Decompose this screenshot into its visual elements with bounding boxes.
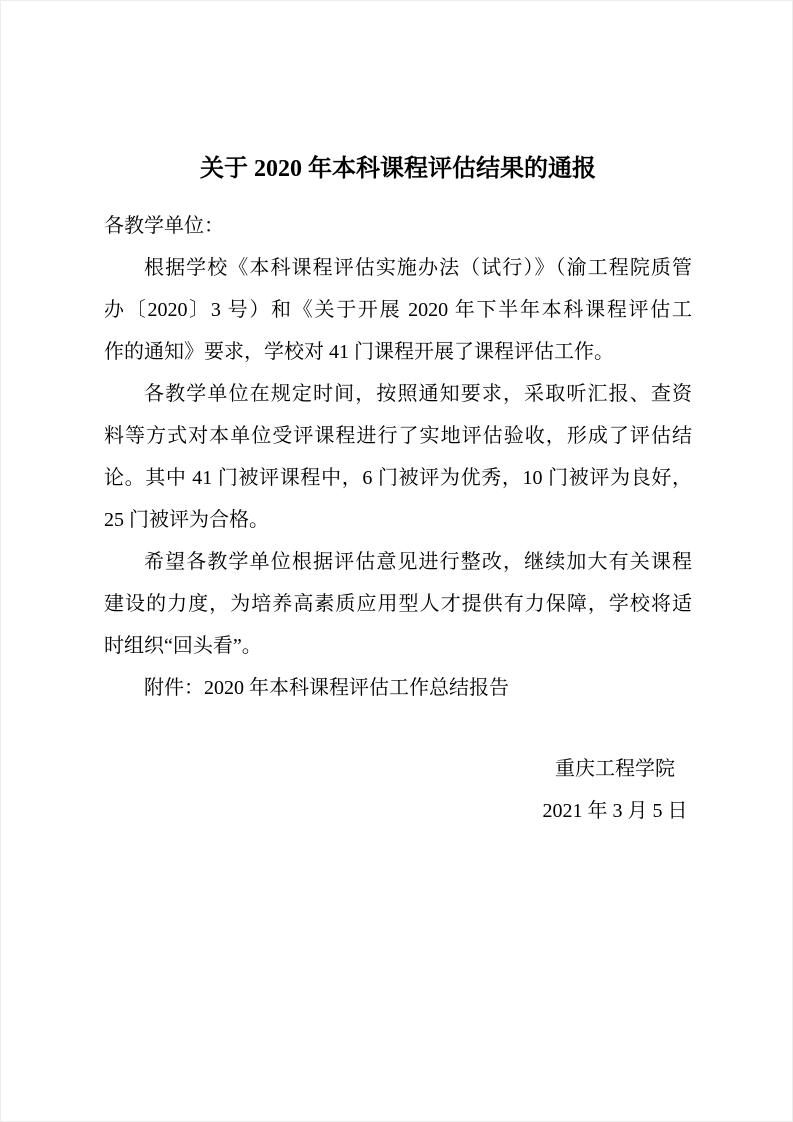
attachment-line: 附件：2020 年本科课程评估工作总结报告: [144, 677, 509, 699]
signature-date: 2021 年 3 月 5 日: [542, 800, 688, 822]
paragraph-line: 办〔2020〕3 号）和《关于开展 2020 年下半年本科课程评估工: [104, 299, 692, 321]
document-title: 关于 2020 年本科课程评估结果的通报: [200, 156, 596, 182]
paragraph-line: 论。其中 41 门被评课程中，6 门被评为优秀，10 门被评为良好，: [104, 467, 692, 489]
paragraph-line: 各教学单位在规定时间，按照通知要求，采取听汇报、查资: [144, 383, 692, 405]
paragraph-line: 根据学校《本科课程评估实施办法（试行）》（渝工程院质管: [144, 257, 692, 279]
signature-block: [524, 748, 706, 832]
paragraph-line: 希望各教学单位根据评估意见进行整改，继续加大有关课程: [144, 551, 692, 573]
salutation: 各教学单位：: [104, 215, 224, 237]
paragraph-line: 作的通知》要求，学校对 41 门课程开展了课程评估工作。: [104, 341, 614, 363]
signature-organization: 重庆工程学院: [555, 758, 675, 780]
document-content: [104, 151, 692, 832]
paragraph-line: 25 门被评为合格。: [104, 509, 269, 531]
paragraph-line: 时组织“回头看”。: [104, 635, 262, 657]
paragraph-line: 建设的力度，为培养高素质应用型人才提供有力保障，学校将适: [104, 593, 692, 615]
paragraph-line: 料等方式对本单位受评课程进行了实地评估验收，形成了评估结: [104, 425, 692, 447]
